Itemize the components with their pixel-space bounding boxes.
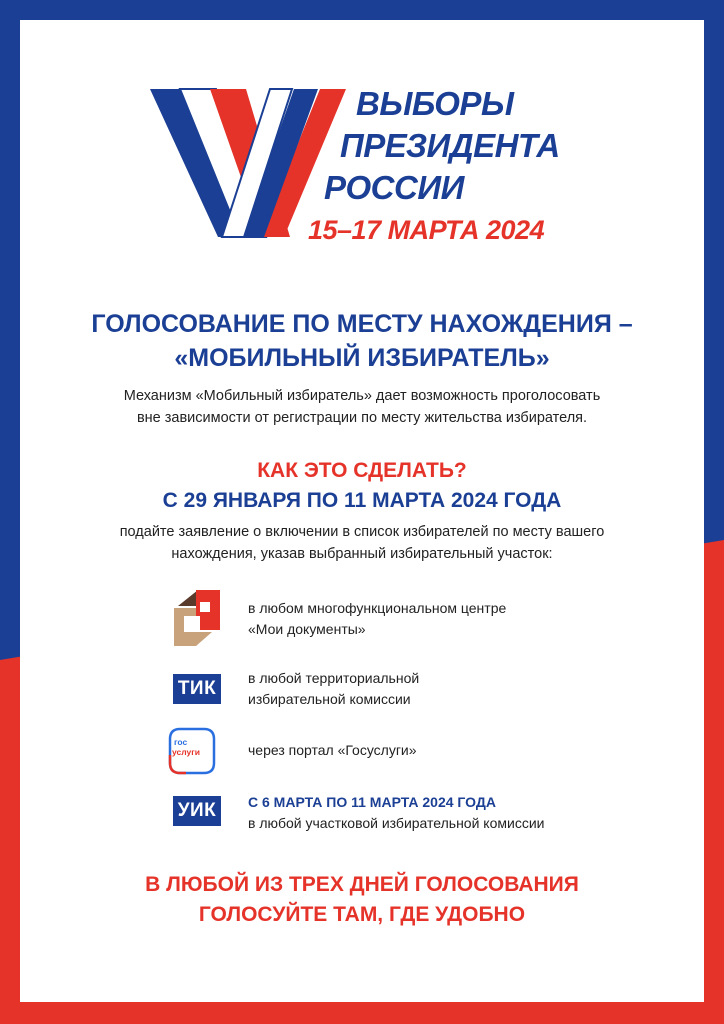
gosuslugi-icon-top-text: гос (174, 737, 188, 747)
option-uik-line1: в любой участковой избирательной комиссии (248, 815, 545, 831)
tik-badge: ТИК (173, 674, 221, 704)
main-heading-line2: «МОБИЛЬНЫЙ ИЗБИРАТЕЛЬ» (174, 344, 550, 372)
footer-line1: В ЛЮБОЙ ИЗ ТРЕХ ДНЕЙ ГОЛОСОВАНИЯ (145, 873, 579, 896)
option-gosuslugi-line1: через портал «Госуслуги» (248, 742, 417, 758)
option-tik-line2: избирательной комиссии (248, 691, 411, 707)
intro-line1: Механизм «Мобильный избиратель» дает возможность проголосовать (123, 388, 601, 404)
gosuslugi-icon-bottom-text: услуги (172, 747, 201, 757)
how-question: КАК ЭТО СДЕЛАТЬ? (257, 459, 467, 482)
logo-title-line2: ПРЕЗИДЕНТА (340, 127, 560, 164)
option-tik-line1: в любой территориальной (248, 670, 420, 686)
moi-dokumenty-icon (170, 588, 222, 648)
how-line1: подайте заявление о включении в список избирателей по месту вашего (119, 524, 605, 540)
logo-title-line1: ВЫБОРЫ (356, 85, 514, 122)
footer-line2: ГОЛОСУЙТЕ ТАМ, ГДЕ УДОБНО (198, 903, 526, 926)
logo-dates: 15–17 МАРТА 2024 (308, 215, 545, 245)
option-uik-highlight: С 6 МАРТА ПО 11 МАРТА 2024 ГОДА (248, 794, 496, 810)
logo-title-line3: РОССИИ (324, 169, 464, 206)
main-heading-line1: ГОЛОСОВАНИЕ ПО МЕСТУ НАХОЖДЕНИЯ – (91, 310, 633, 338)
how-period: С 29 ЯНВАРЯ ПО 11 МАРТА 2024 ГОДА (162, 489, 562, 512)
uik-badge: УИК (173, 796, 221, 826)
how-line2: нахождения, указав выбранный избирательный участок: (171, 546, 553, 562)
option-mfc-line2: «Мои документы» (248, 621, 366, 637)
intro-line2: вне зависимости от регистрации по месту жительства избирателя. (136, 410, 588, 426)
option-mfc-line1: в любом многофункциональном центре (248, 600, 507, 616)
